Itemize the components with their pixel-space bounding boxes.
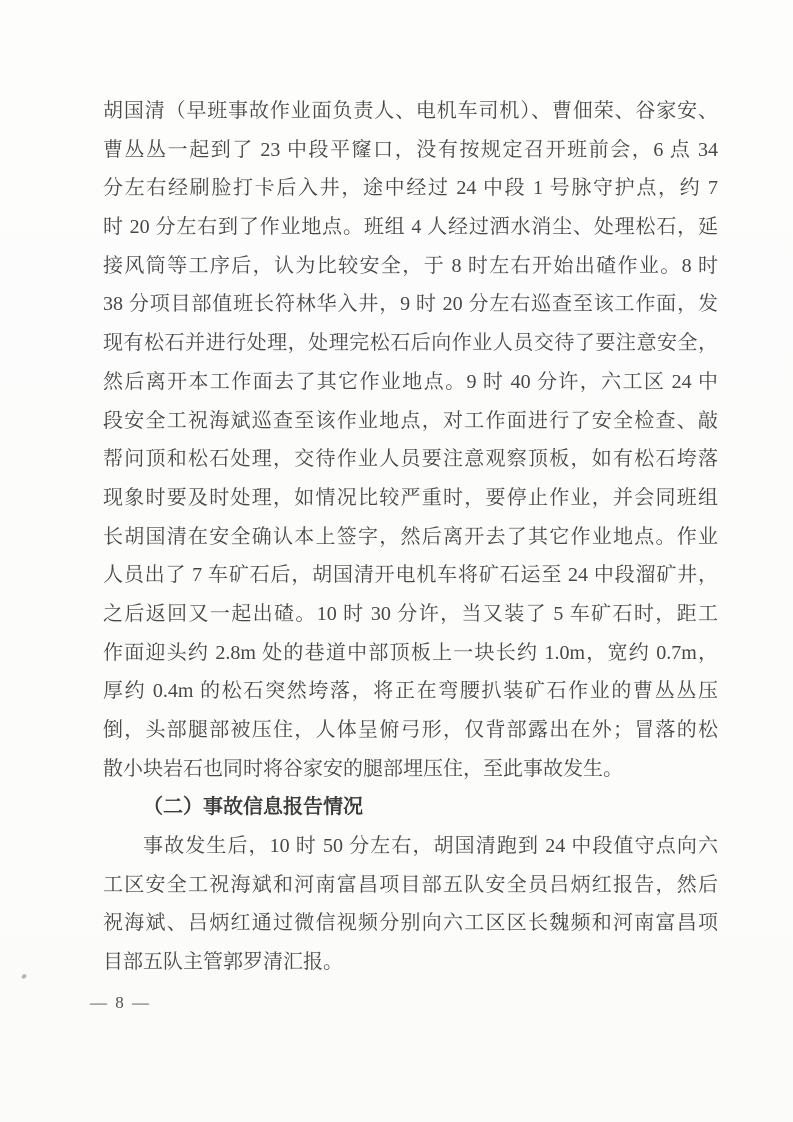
text-line: 时 20 分左右到了作业地点。班组 4 人经过洒水消尘、处理松石，延 xyxy=(103,216,718,239)
text-line: 事故发生后，10 时 50 分左右，胡国清跑到 24 中段值守点向六 xyxy=(143,835,718,858)
section-heading: （二）事故信息报告情况 xyxy=(143,796,363,819)
text-line: 目部五队主管郭罗清汇报。 xyxy=(103,951,343,974)
text-line: 人员出了 7 车矿石后，胡国清开电机车将矿石运至 24 中段溜矿井， xyxy=(103,564,718,587)
text-line: 帮问顶和松石处理，交待作业人员要注意观察顶板，如有松石垮落 xyxy=(103,448,718,471)
text-line: 接风筒等工序后，认为比较安全，于 8 时左右开始出碴作业。8 时 xyxy=(103,254,718,277)
text-line: 之后返回又一起出碴。10 时 30 分许，当又装了 5 车矿石时，距工 xyxy=(103,602,718,625)
text-line: 长胡国清在安全确认本上签字，然后离开去了其它作业地点。作业 xyxy=(103,525,718,548)
text-line: 散小块岩石也同时将谷家安的腿部埋压住，至此事故发生。 xyxy=(103,757,623,780)
text-line: 工区安全工祝海斌和河南富昌项目部五队安全员吕炳红报告，然后 xyxy=(103,873,718,896)
text-line: 分左右经刷脸打卡后入井，途中经过 24 中段 1 号脉守护点，约 7 xyxy=(103,177,718,200)
text-line: 38 分项目部值班长符林华入井，9 时 20 分左右巡查至该工作面，发 xyxy=(103,293,718,316)
text-line: 现有松石并进行处理，处理完松石后向作业人员交待了要注意安全， xyxy=(103,332,718,355)
document-body xyxy=(103,92,718,982)
text-line: 曹丛丛一起到了 23 中段平窿口，没有按规定召开班前会，6 点 34 xyxy=(103,138,718,161)
text-line: 祝海斌、吕炳红通过微信视频分别向六工区区长魏频和河南富昌项 xyxy=(103,912,718,935)
text-line: 作面迎头约 2.8m 处的巷道中部顶板上一块长约 1.0m，宽约 0.7m， xyxy=(103,641,718,664)
text-line: 现象时要及时处理，如情况比较严重时，要停止作业，并会同班组 xyxy=(103,486,718,509)
text-line: 倒，头部腿部被压住，人体呈俯弓形，仅背部露出在外；冒落的松 xyxy=(103,719,718,741)
scan-artifact-dot xyxy=(21,973,27,979)
text-line: 段安全工祝海斌巡查至该作业地点，对工作面进行了安全检查、敲 xyxy=(103,409,718,432)
text-line: 然后离开本工作面去了其它作业地点。9 时 40 分许，六工区 24 中 xyxy=(103,370,718,393)
text-line: 厚约 0.4m 的松石突然垮落，将正在弯腰扒装矿石作业的曹丛丛压 xyxy=(103,680,718,703)
page-number: — 8 — xyxy=(90,993,151,1012)
text-line: 胡国清（早班事故作业面负责人、电机车司机）、曹佃荣、谷家安、 xyxy=(103,100,718,122)
